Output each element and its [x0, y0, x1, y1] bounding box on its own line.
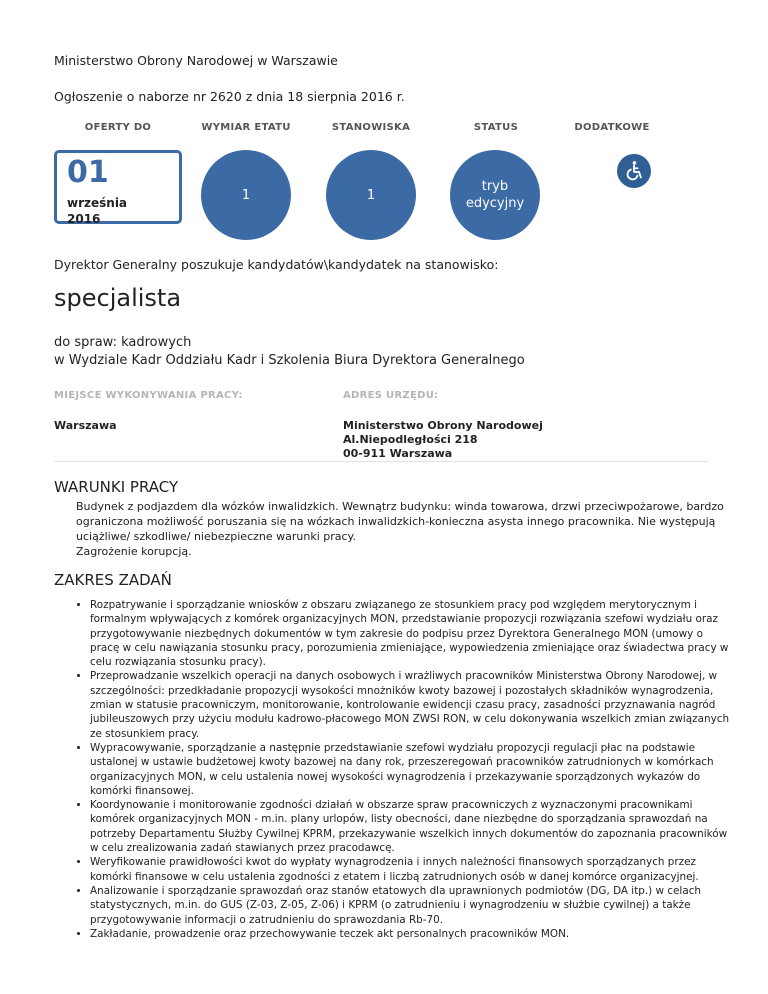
- office-address: [343, 419, 543, 461]
- deadline-date-box: [54, 150, 182, 224]
- deadline-day: 01: [67, 155, 109, 190]
- status-circle: [450, 150, 540, 240]
- position-department: w Wydziale Kadr Oddziału Kadr i Szkolenia Biura Dyrektora Generalnego: [54, 353, 525, 368]
- office-address-label: ADRES URZĘDU:: [343, 390, 439, 401]
- address-line: 00-911 Warszawa: [343, 447, 453, 460]
- positions-header: STANOWISKA: [331, 122, 411, 133]
- list-item: • Przeprowadzanie wszelkich operacji na danych osobowych i wrażliwych pracowników Ministerstwa Obrony Narodowej, w szczególności: przedkładanie propozycji wysokości mnożników kwoty bazowej i pozostałych składników wynagrodzenia, zmian w statusie pracowniczym, monitorowanie, kontrolowanie ewidencji czasu pracy, zasadności przyznawania nagród jubileuszowych przy użyciu modułu kadrowo-płacowego MON ZWSI RON, w celu dokonywania wszelkich zmian związanych ze stosunkiem pracy.: [90, 669, 730, 740]
- conditions-text: [76, 499, 724, 559]
- duties-list: [76, 598, 730, 941]
- fte-header: WYMIAR ETATU: [201, 122, 291, 133]
- status-line1: tryb: [481, 179, 509, 194]
- conditions-line: Zagrożenie korupcją.: [76, 545, 192, 558]
- fte-circle: [201, 150, 291, 240]
- work-place-value: Warszawa: [54, 419, 117, 432]
- conditions-line: ograniczona możliwość poruszania się na wózkach inwalidzkich-konieczna asysta innego pracownika. Nie występują: [76, 515, 716, 528]
- wheelchair-icon-glyph: [623, 160, 645, 182]
- list-item: • Koordynowanie i monitorowanie zgodności działań w obszarze spraw pracowniczych z wyznaczonymi pracownikami komórek organizacyjnych MON - m.in. plany urlopów, listy obecności, dane niezbędne do sporządzania sprawozdań na potrzeby Departamentu Służby Cywilnej KPRM, przekazywanie wszelkich innych dokumentów do zapoznania pracowników w celu zrealizowania zadań stawianych przez pracodawcę.: [90, 798, 730, 855]
- status-header: STATUS: [473, 122, 519, 133]
- conditions-heading: WARUNKI PRACY: [54, 478, 179, 496]
- section-divider: [54, 461, 708, 462]
- deadline-year: 2016: [67, 212, 101, 226]
- institution-name: Ministerstwo Obrony Narodowej w Warszawie: [54, 53, 338, 68]
- list-item: • Analizowanie i sporządzanie sprawozdań oraz stanów etatowych dla uprawnionych podmiotów (DG, DA itp.) w celach statystycznych, m.in. do GUS (Z-03, Z-05, Z-06) i KPRM (o zatrudnieniu i wynagrodzeniu w służbie cywilnej) a także przygotowywanie informacji o zatrudnieniu do sprawozdania Rb-70.: [90, 884, 730, 927]
- list-item: • Wypracowywanie, sporządzanie a następnie przedstawianie szefowi wydziału propozycji regulacji płac na podstawie ustalonej w ustawie budżetowej kwoty bazowej na dany rok, przeszeregowań pracowników zatrudnionych w komórkach organizacyjnych MON, w celu ustalenia nowej wysokości wynagrodzenia i przekazywanie sporządzonych wykazów do komórki finansowej.: [90, 741, 730, 798]
- extra-header: DODATKOWE: [574, 122, 650, 133]
- list-item: • Weryfikowanie prawidłowości kwot do wypłaty wynagrodzenia i innych należności finansowych sporządzanych przez komórki finansowe w celu ustalenia zgodności z etatem i liczbą zatrudnionych osób w danej komórce organizacyjnej.: [90, 855, 730, 884]
- conditions-line: Budynek z podjazdem dla wózków inwalidzkich. Wewnątrz budynku: winda towarowa, drzwi przeciwpożarowe, bardzo: [76, 500, 724, 513]
- positions-circle: [326, 150, 416, 240]
- status-line2: edycyjny: [465, 196, 525, 211]
- list-item: • Rozpatrywanie i sporządzanie wniosków z obszaru związanego ze stosunkiem pracy pod względem merytorycznym i formalnym wpływających z komórek organizacyjnych MON, przedstawianie propozycji rozwiązania szefowi wydziału oraz przygotowywanie niezbędnych dokumentów w tym zakresie do podpisu przez Dyrektora Generalnego MON (umowy o pracę w celu nawiązania stosunku pracy, porozumienia zmieniające, wypowiedzenia zmieniające oraz świadectwa pracy w celu rozwiązania stosunku pracy).: [90, 598, 730, 669]
- duties-heading: ZAKRES ZADAŃ: [54, 571, 172, 589]
- position-title: specjalista: [54, 284, 182, 312]
- intro-text: Dyrektor Generalny poszukuje kandydatów\kandydatek na stanowisko:: [54, 257, 499, 272]
- work-place-label: MIEJSCE WYKONYWANIA PRACY:: [54, 390, 243, 401]
- conditions-line: uciążliwe/ szkodliwe/ niebezpieczne warunki pracy.: [76, 530, 356, 543]
- address-line: Ministerstwo Obrony Narodowej: [343, 419, 543, 432]
- announcement-title: Ogłoszenie o naborze nr 2620 z dnia 18 sierpnia 2016 r.: [54, 89, 405, 104]
- address-line: Al.Niepodległości 218: [343, 433, 478, 446]
- list-item: • Zakładanie, prowadzenie oraz przechowywanie teczek akt personalnych pracowników MON.: [90, 927, 730, 941]
- fte-value: 1: [241, 187, 251, 203]
- wheelchair-icon[interactable]: [617, 154, 651, 188]
- deadline-month: września: [67, 196, 128, 210]
- position-scope: do spraw: kadrowych: [54, 335, 192, 350]
- positions-value: 1: [366, 187, 376, 203]
- deadline-header: OFERTY DO: [84, 122, 152, 133]
